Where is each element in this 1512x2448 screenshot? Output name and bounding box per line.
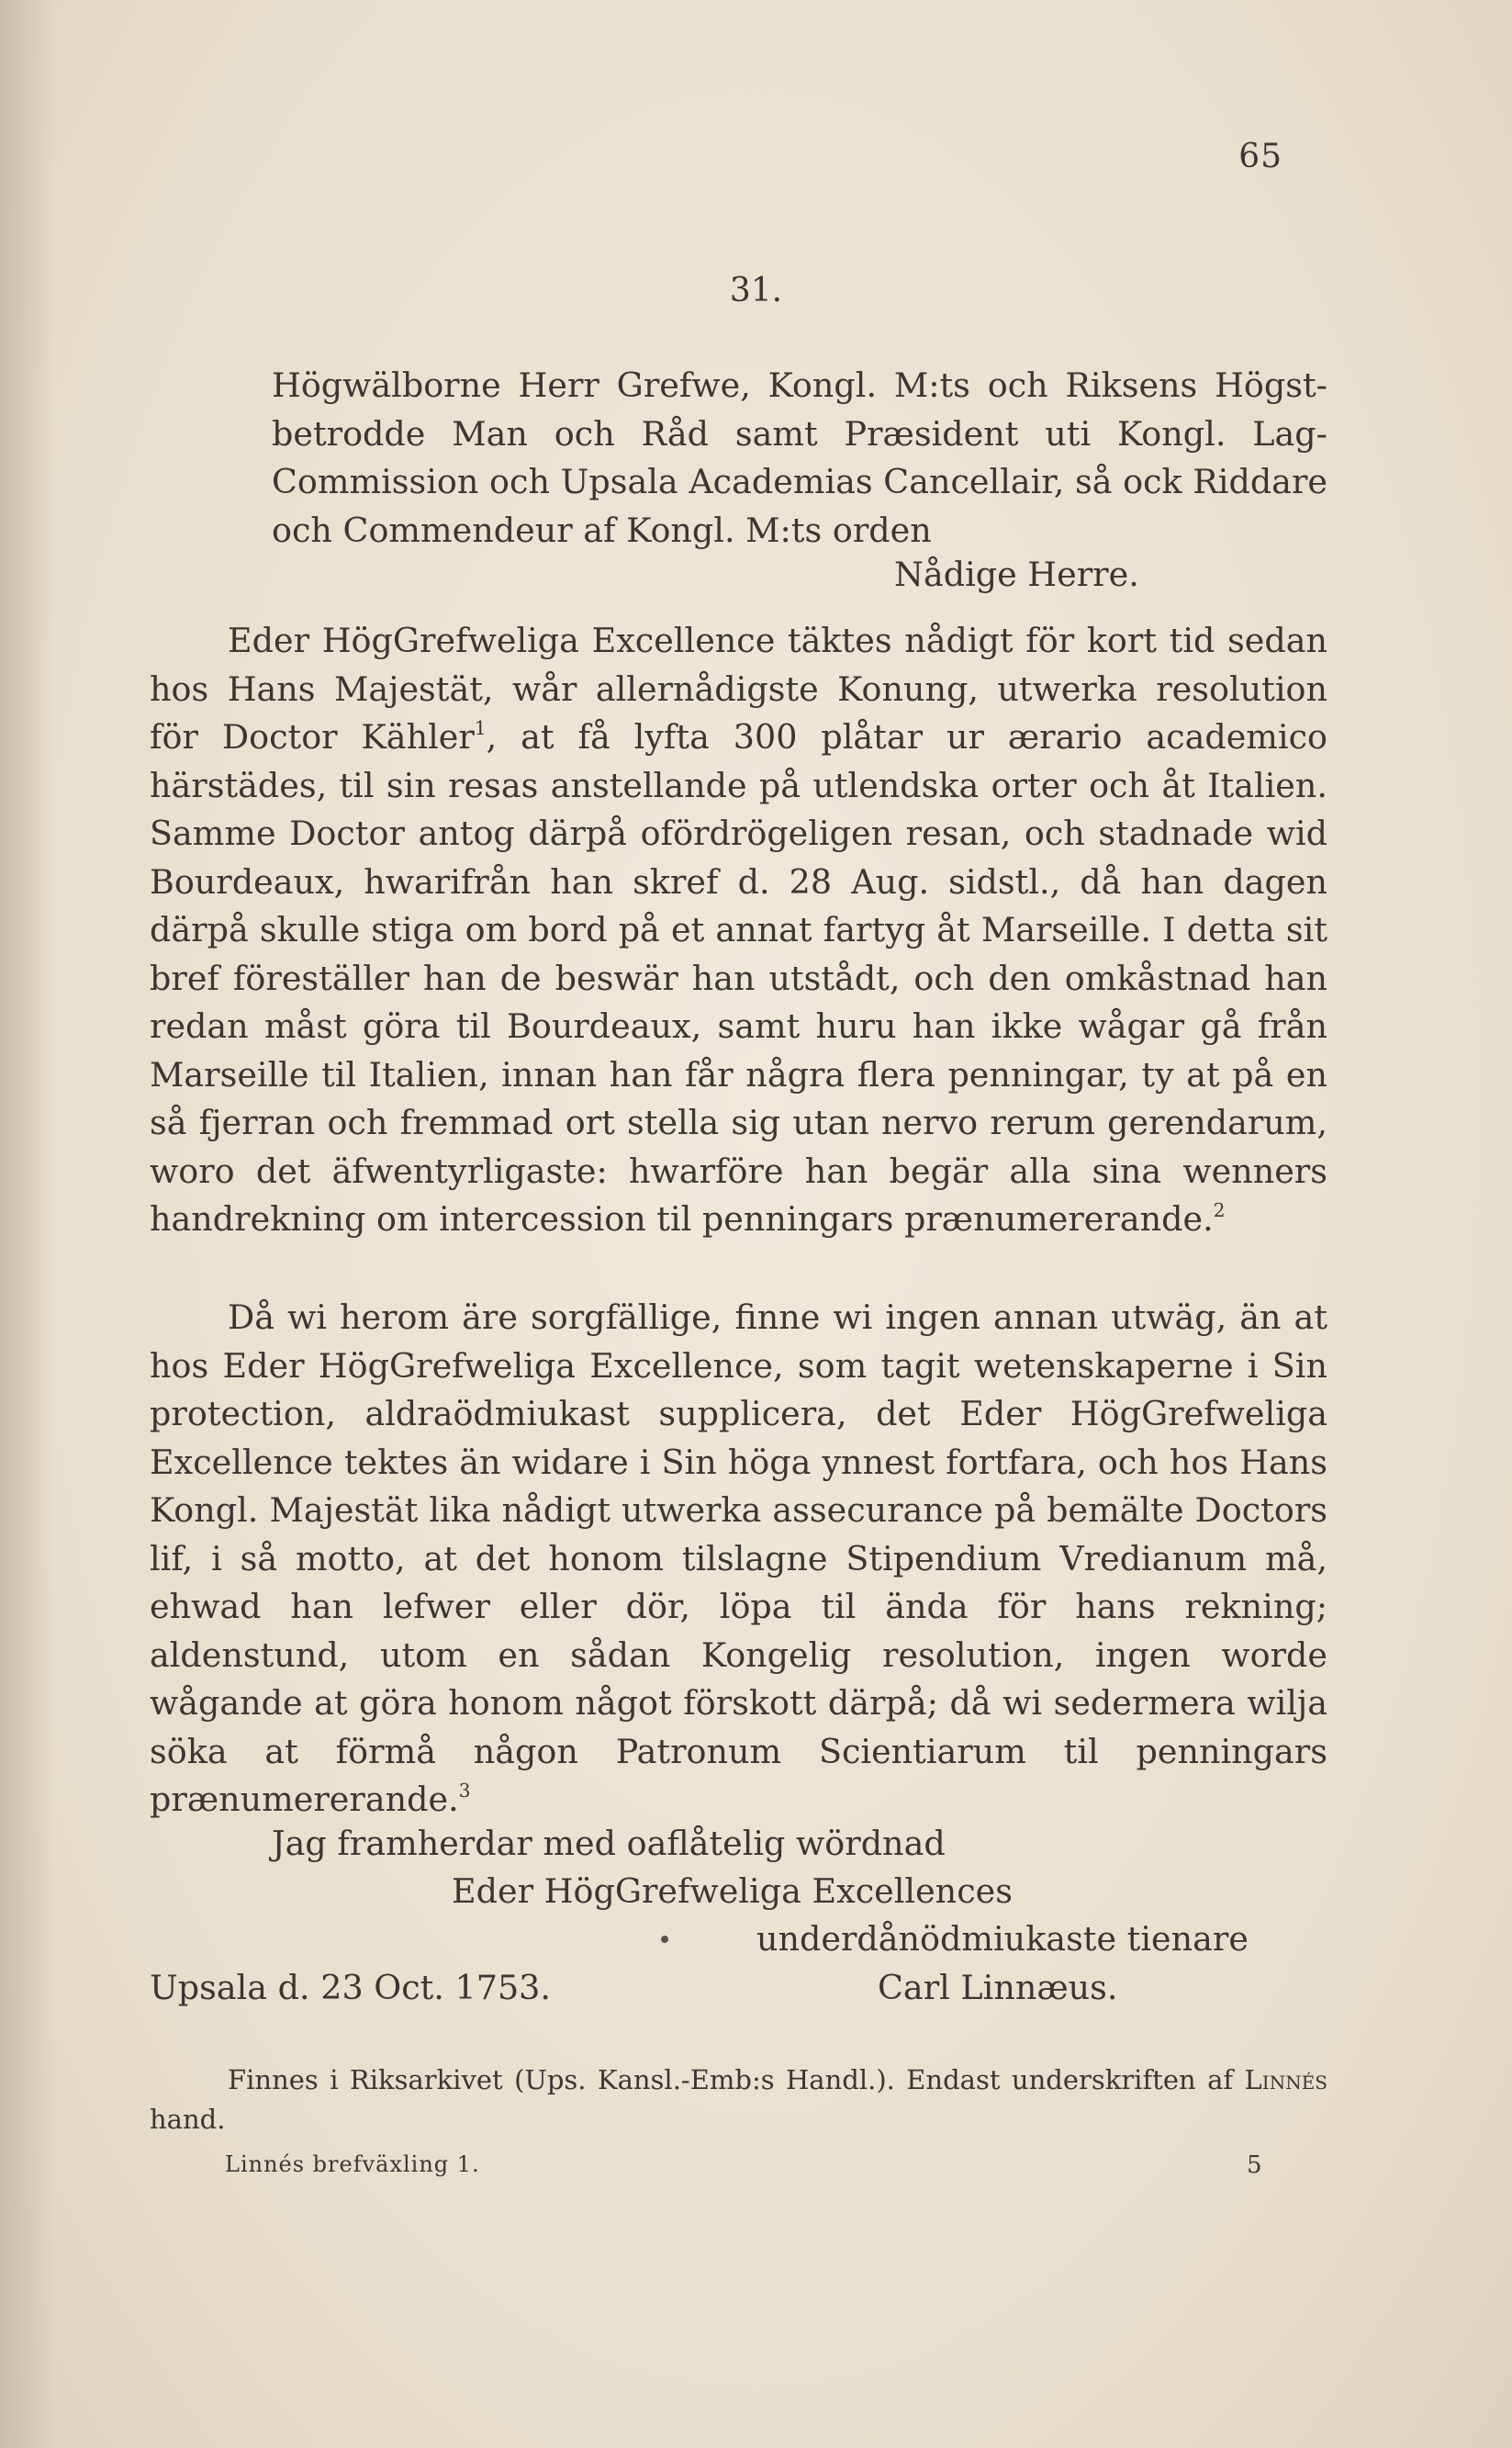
footnote-text-a: Finnes i Riksarkivet (Ups. Kansl.-Emb:s Handl.). Endast underskriften af bbox=[228, 2064, 1245, 2095]
closing-line-1: Jag framherdar med oaflåtelig wördnad bbox=[272, 1824, 946, 1863]
binding-shadow bbox=[0, 0, 55, 2448]
footnote-ref-1: 1 bbox=[474, 716, 487, 739]
paragraph-2 bbox=[150, 1294, 1327, 1825]
sheet-number: 5 bbox=[1247, 2151, 1262, 2179]
footnote-name: Linnés bbox=[1244, 2064, 1327, 2095]
closing-line-2: Eder HögGrefweliga Excellences bbox=[452, 1871, 1013, 1911]
footnote bbox=[150, 2061, 1327, 2139]
address-block: Högwälborne Herr Grefwe, Kongl. M:ts och Riksens Högst-betrodde Man och Råd samt Præsident uti Kongl. Lag-Commission och Upsala Academias Cancellair, så ock Riddare och Commendeur af Kongl. M:ts orden bbox=[272, 365, 1327, 550]
ink-speck bbox=[661, 1936, 668, 1943]
closing-line-3: underdånödmiukaste tienare bbox=[756, 1919, 1249, 1959]
paragraph-1-text-b: , at få lyfta 300 plåtar ur ærario academico härstädes, til sin resas anstellande på utlendska orter och åt Italien. Samme Doctor antog därpå ofördrögeligen resan, och stadnade wid Bourdeaux, hwarifrån han skref d. 28 Aug. sidstl., då han dagen därpå skulle stiga om bord på et annat fartyg åt Marseille. I detta sit bref föreställer han de beswär han utstådt, och den omkåstnad han redan måst göra til Bourdeaux, samt huru han ikke wågar gå från Marseille til Italien, innan han får några flera penningar, ty at på en så fjerran och fremmad ort stella sig utan nervo rerum gerendarum, woro det äfwentyrligaste: hwarföre han begär alla sina wenners handrekning om intercession til penningars prænumererande. bbox=[150, 717, 1327, 1239]
footnote-text-b: hand. bbox=[150, 2104, 226, 2135]
letter-number: 31. bbox=[729, 272, 783, 309]
paragraph-1 bbox=[150, 617, 1327, 1244]
paragraph-2-text: Då wi herom äre sorgfällige, finne wi ingen annan utwäg, än at hos Eder HögGrefweliga Excellence, som tagit wetenskaperne i Sin protection, aldraödmiukast supplicera, det Eder HögGrefweliga Excellence tektes än widare i Sin höga ynnest fortfara, och hos Hans Kongl. Majestät lika nådigt utwerka assecurance på bemälte Doctors lif, i så motto, at det honom tilslagne Stipendium Vredianum må, ehwad han lefwer eller dör, löpa til ända för hans rekning; aldenstund, utom en sådan Kongelig resolution, ingen worde wågande at göra honom något förskott därpå; då wi sedermera wilja söka at förmå någon Patronum Scientiarum til penningars prænumererande. bbox=[150, 1297, 1327, 1819]
salutation: Nådige Herre. bbox=[894, 555, 1139, 594]
paragraph-1-text-a: Eder HögGrefweliga Excellence täktes nådigt för kort tid sedan hos Hans Majestät, wår allernådigste Konung, utwerka resolution för Doctor Kähler bbox=[150, 621, 1327, 757]
printer-signature-mark: Linnés brefväxling 1. bbox=[225, 2151, 480, 2177]
place-date: Upsala d. 23 Oct. 1753. bbox=[150, 1968, 552, 2007]
footnote-ref-2: 2 bbox=[1213, 1198, 1226, 1221]
footnote-ref-3: 3 bbox=[458, 1779, 471, 1802]
page-number: 65 bbox=[1238, 138, 1282, 175]
signature: Carl Linnæus. bbox=[878, 1968, 1118, 2007]
